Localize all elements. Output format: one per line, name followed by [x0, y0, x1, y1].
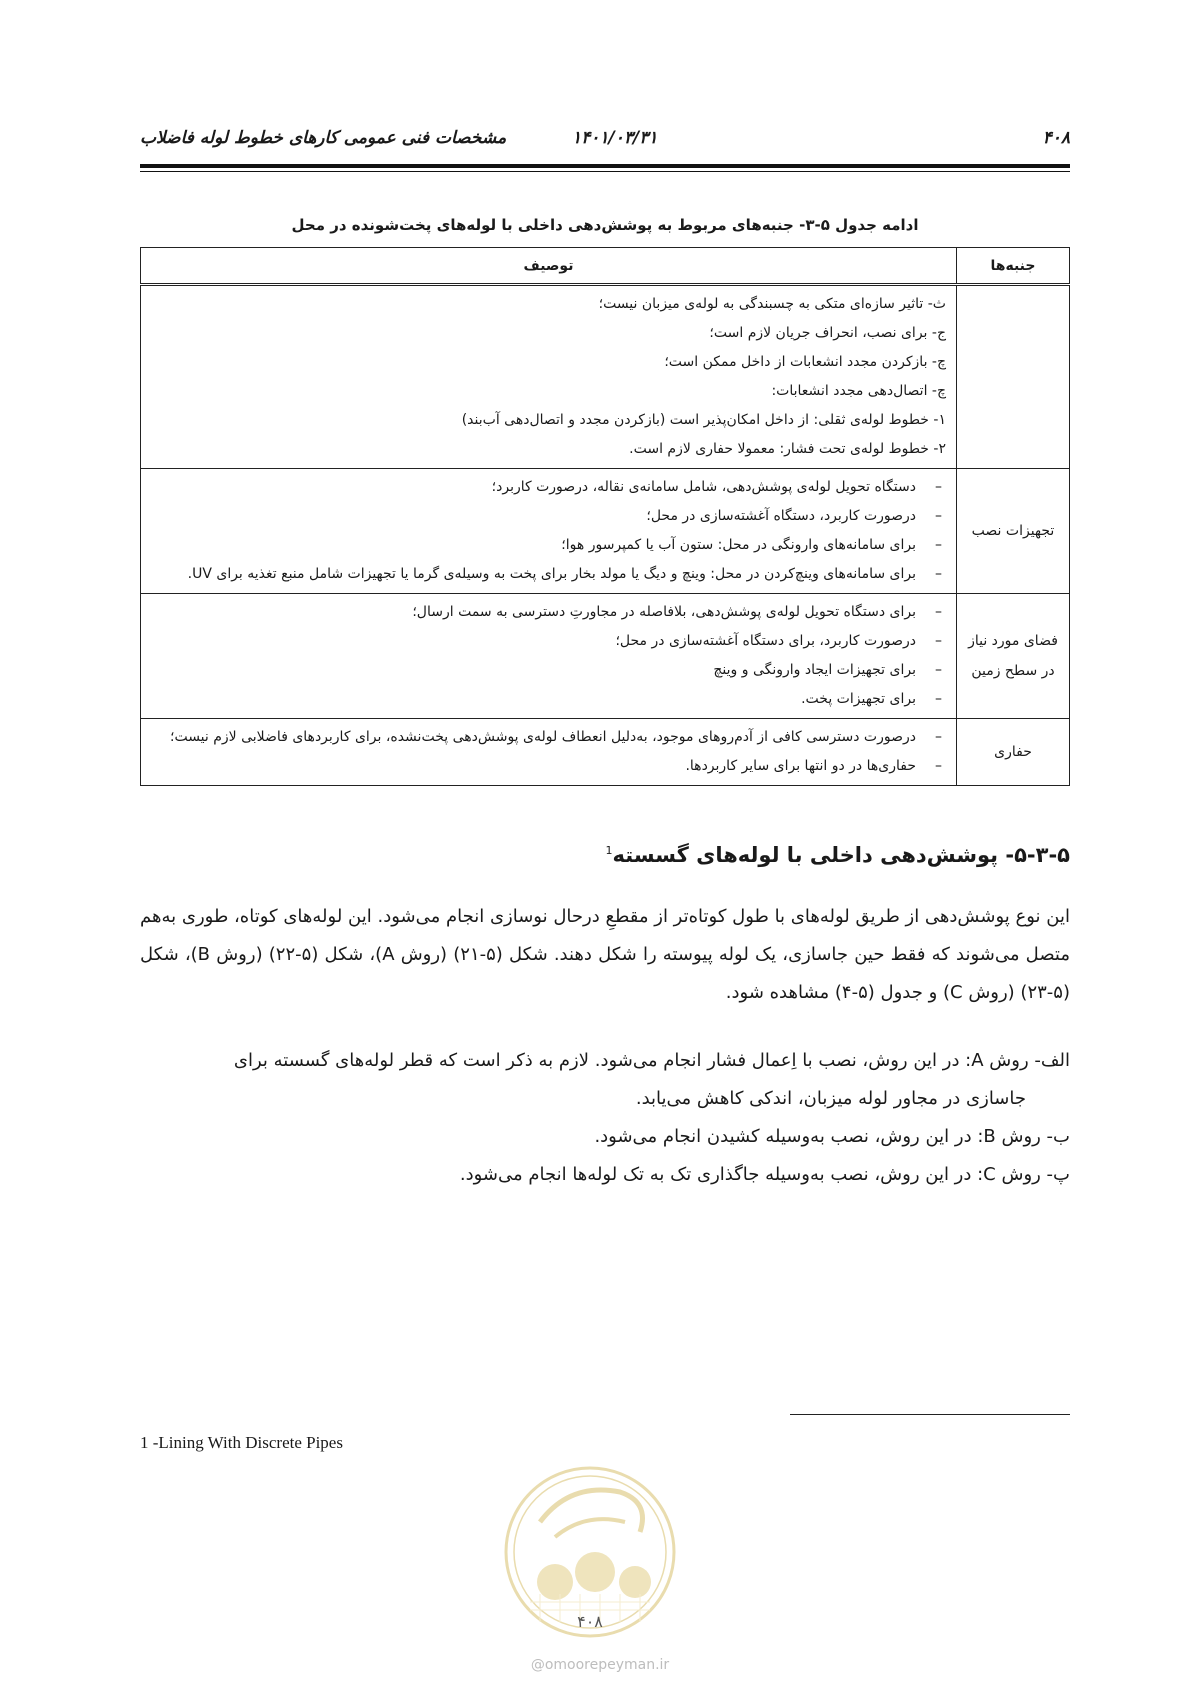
desc-bullet: – درصورت کاربرد، دستگاه آغشته‌سازی در محل؛: [149, 502, 946, 531]
desc-bullet: – برای دستگاه تحویل لوله‌ی پوشش‌دهی، بلافاصله در مجاورتِ دسترسی به سمت ارسال؛: [149, 598, 946, 627]
list-item: ب- روش B: در این روش، نصب به‌وسیله کشیدن انجام می‌شود.: [594, 1126, 1070, 1147]
desc-bullet: – دستگاه تحویل لوله‌ی پوشش‌دهی، شامل سامانه‌ی نقاله، درصورت کاربرد؛: [149, 473, 946, 502]
desc-bullet: – حفاری‌ها در دو انتها برای سایر کاربردها.: [149, 752, 946, 781]
section-title: [140, 843, 1070, 867]
desc-line: ث- تاثیر سازه‌ای متکی به چسبندگی به لوله‌ی میزبان نیست؛: [598, 296, 946, 312]
desc-line: ج- برای نصب، انحراف جریان لازم است؛: [709, 325, 946, 341]
table-row: [141, 285, 1070, 469]
desc-line: چ- بازکردن مجدد انشعابات از داخل ممکن است؛: [664, 354, 946, 370]
desc-bullet: – برای تجهیزات ایجاد وارونگی و وینچ: [149, 656, 946, 685]
header-page-number: ۴۰۸: [1042, 128, 1070, 148]
header-rule-thin: [140, 171, 1070, 172]
row-desc: [141, 594, 957, 719]
table-row: [141, 719, 1070, 786]
desc-line: چ- اتصال‌دهی مجدد انشعابات:: [771, 383, 946, 399]
desc-bullet: – برای سامانه‌های وینچ‌کردن در محل: وینچ و دیگ یا مولد بخار برای پخت به وسیله‌ی گرما یا تجهیزات شامل منبع تغذیه برای UV.: [149, 560, 946, 589]
desc-line: ۲- خطوط لوله‌ی تحت فشار: معمولا حفاری لازم است.: [629, 441, 946, 457]
table-row: [141, 469, 1070, 594]
desc-line: ۱- خطوط لوله‌ی ثقلی: از داخل امکان‌پذیر است (بازکردن مجدد و اتصال‌دهی آب‌بند): [461, 412, 946, 428]
header-rule: [140, 164, 1070, 168]
desc-bullet: – برای تجهیزات پخت.: [149, 685, 946, 714]
page-header: [140, 128, 1070, 154]
desc-bullet: – برای سامانه‌های وارونگی در محل: ستون آب یا کمپرسور هوا؛: [149, 531, 946, 560]
footnote: 1 -Lining With Discrete Pipes: [140, 1433, 343, 1452]
table-caption: ادامه جدول ۵-۳- جنبه‌های مربوط به پوشش‌دهی داخلی با لوله‌های پخت‌شونده در محل: [291, 216, 919, 234]
row-desc: [141, 469, 957, 594]
seal-page-number: ۴۰۸: [577, 1612, 603, 1631]
desc-bullet: – درصورت کاربرد، برای دستگاه آغشته‌سازی در محل؛: [149, 627, 946, 656]
header-date: ۱۴۰۱/۰۳/۳۱: [572, 128, 658, 148]
col-aspect-header: جنبه‌ها: [957, 248, 1070, 285]
section-title-text: ۵-۳-۵- پوشش‌دهی داخلی با لوله‌های گسسته: [612, 843, 1070, 867]
table-row: [141, 594, 1070, 719]
row-aspect: حفاری: [957, 719, 1070, 786]
watermark: @omoorepeyman.ir: [530, 1657, 670, 1673]
row-aspect: [957, 285, 1070, 469]
row-aspect: فضای مورد نیاز در سطح زمین: [957, 594, 1070, 719]
aspects-table: [140, 247, 1070, 786]
method-list: [140, 1042, 1070, 1194]
method-a-continuation: جاسازی در مجاور لوله میزبان، اندکی کاهش می‌یابد.: [635, 1088, 1026, 1109]
row-desc: [141, 719, 957, 786]
section-paragraph: این نوع پوشش‌دهی از طریق لوله‌های با طول کوتاه‌تر از مقطعِ درحال نوسازی انجام می‌شود. این لوله‌های کوتاه، طوری به‌هم متصل می‌شوند که فقط حین جاسازی، یک لوله پیوسته را شکل دهند. شکل (۵-۲۱) (روش A)، شکل (۵-۲۲) (روش B)، شکل (۵-۲۳) (روش C) و جدول (۵-۴) مشاهده شود.: [140, 906, 1070, 1003]
list-item: پ- روش C: در این روش، نصب به‌وسیله جاگذاری تک به تک لوله‌ها انجام می‌شود.: [459, 1164, 1070, 1185]
row-desc: [141, 285, 957, 469]
footnote-rule: [790, 1414, 1070, 1415]
table-header-row: [141, 248, 1070, 285]
method-a-text: الف- روش A: در این روش، نصب با اِعمال فشار انجام می‌شود. لازم به ذکر است که قطر لوله‌های گسسته برای: [233, 1050, 1070, 1071]
header-title: مشخصات فنی عمومی کارهای خطوط لوله فاضلاب: [140, 128, 507, 148]
desc-bullet: – درصورت دسترسی کافی از آدم‌روهای موجود، به‌دلیل انعطاف لوله‌ی پوشش‌دهی پخت‌نشده، برای کاربردهای فاضلابی لازم نیست؛: [149, 723, 946, 752]
footnote-ref: 1: [605, 844, 613, 857]
list-item: [140, 1042, 1070, 1118]
col-desc-header: توصیف: [141, 248, 957, 285]
row-aspect: تجهیزات نصب: [957, 469, 1070, 594]
publisher-seal: [500, 1462, 680, 1642]
